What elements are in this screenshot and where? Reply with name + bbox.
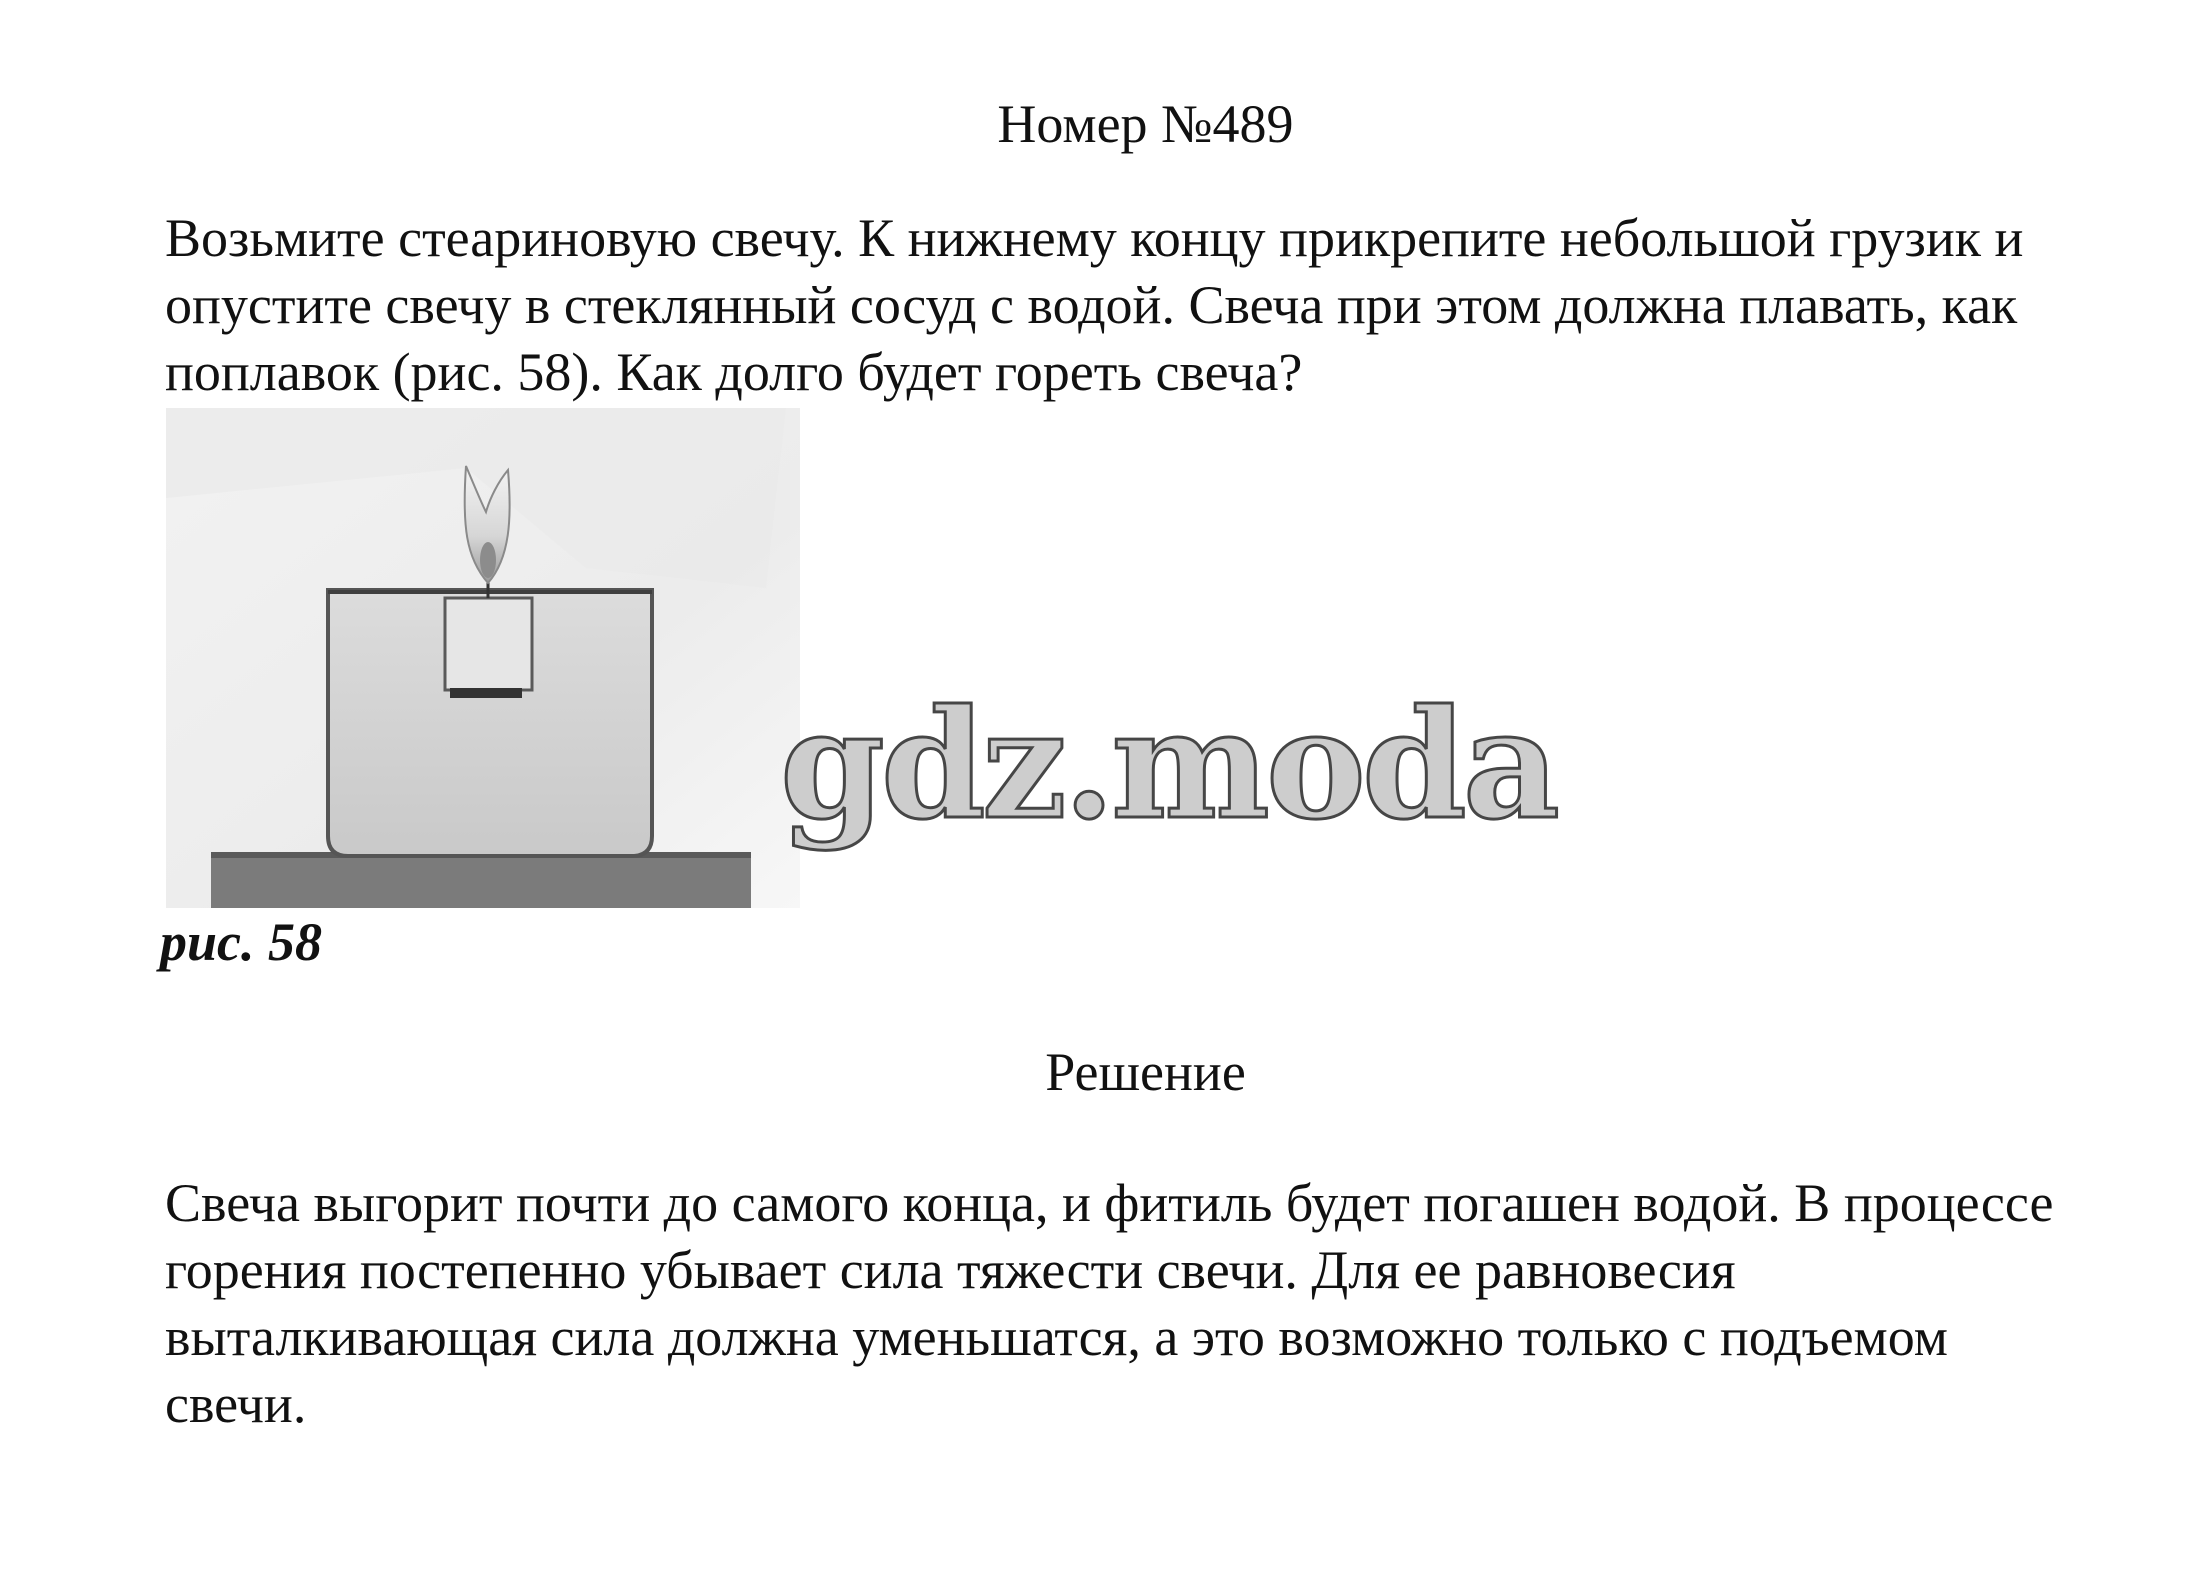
- page-title: Номер №489: [997, 94, 1294, 154]
- problem-text: Возьмите стеариновую свечу. К нижнему концу прикрепите небольшой грузик и опустите свечу в стеклянный сосуд с водой. Свеча при этом должна плавать, как поплавок (рис. 58). Как долго будет гореть свеча?: [165, 208, 2024, 402]
- figure-candle-in-water: [166, 408, 800, 908]
- watermark: gdz.moda: [780, 677, 1557, 853]
- solution-heading: Решение: [1045, 1042, 1246, 1102]
- candle-weight: [450, 688, 522, 698]
- candle-illustration: [166, 408, 800, 908]
- figure-caption: рис. 58: [160, 912, 322, 972]
- flame-core: [480, 542, 496, 578]
- candle: [445, 598, 532, 690]
- table-surface: [211, 856, 751, 908]
- solution-text: Свеча выгорит почти до самого конца, и фитиль будет погашен водой. В процессе горения постепенно убывает сила тяжести свечи. Для ее равновесия выталкивающая сила должна уменьшатся, а это возможно только с подъемом свечи.: [165, 1173, 2054, 1434]
